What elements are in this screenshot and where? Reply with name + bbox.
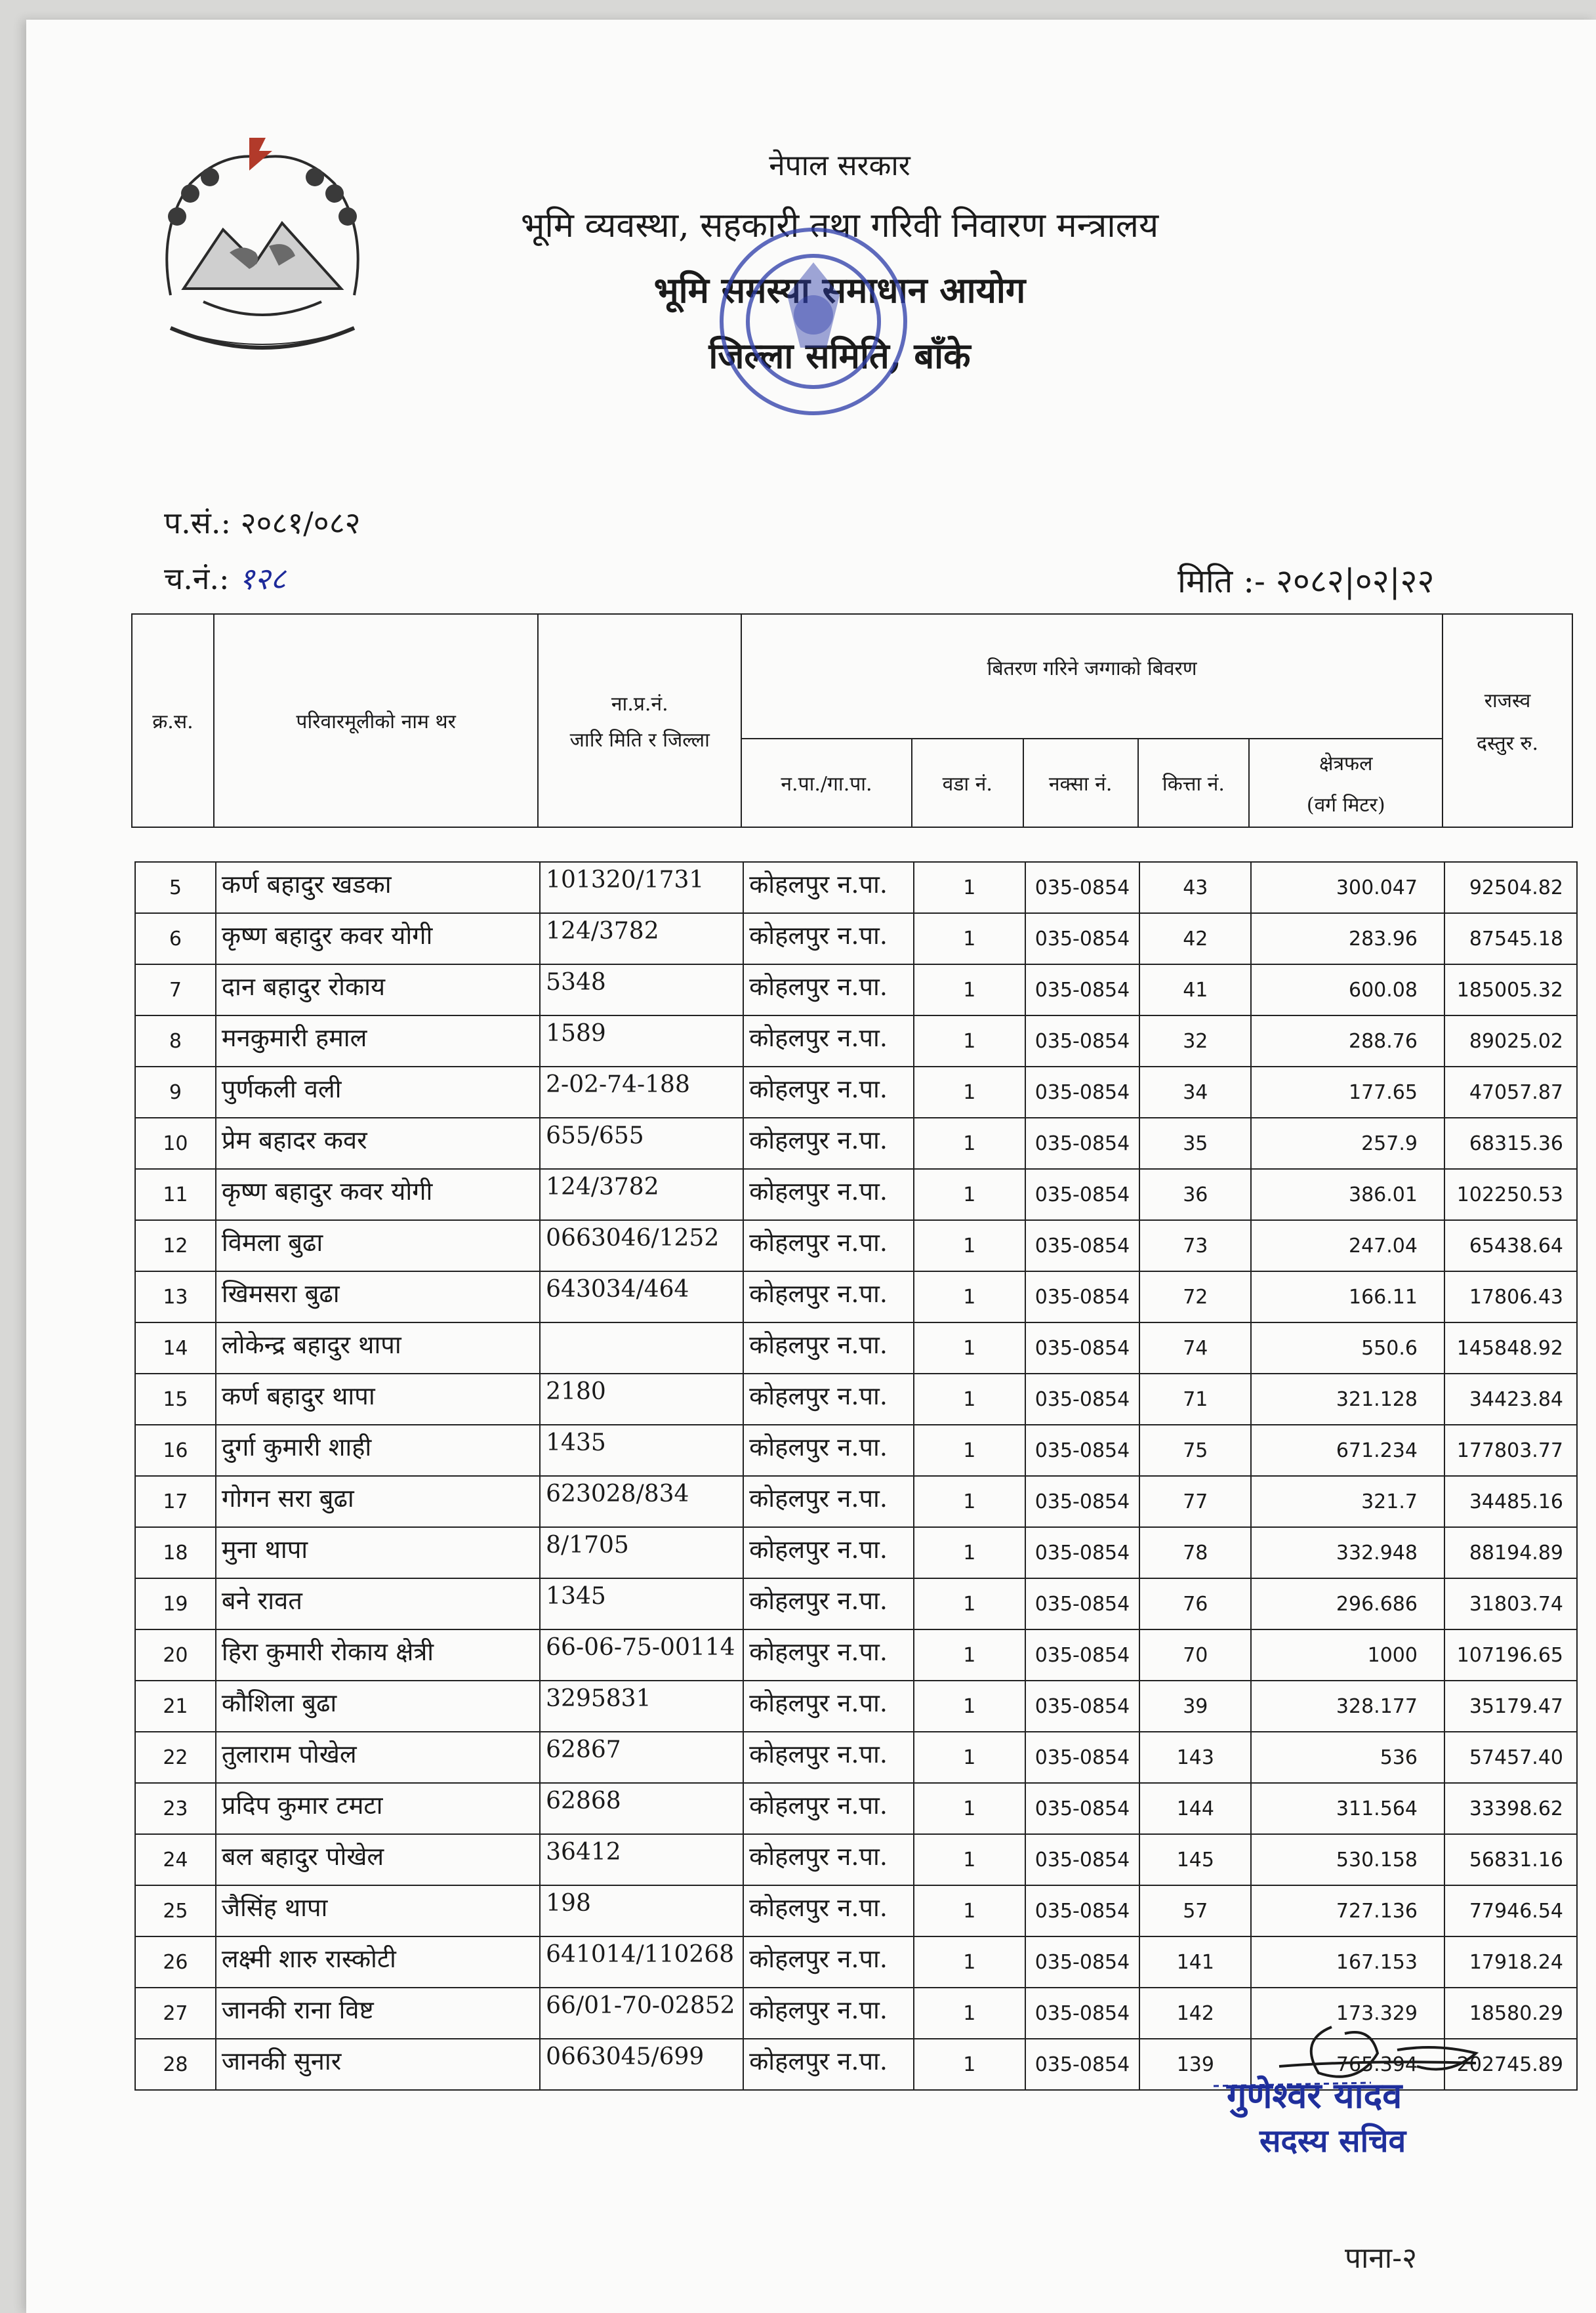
cell-map: 035-0854 [1025,1936,1140,1988]
cell-area: 247.04 [1251,1220,1444,1271]
table-row [135,1936,1577,1988]
cell-cert: 62867 [540,1732,743,1783]
cell-map: 035-0854 [1025,1118,1140,1169]
cell-map: 035-0854 [1025,1374,1140,1425]
cell-map: 035-0854 [1025,1834,1140,1885]
cell-sn: 23 [135,1783,216,1834]
cell-area: 530.158 [1251,1834,1444,1885]
cell-name: कृष्ण बहादुर कवर योगी [216,913,540,964]
table-row [135,1067,1577,1118]
cell-area: 321.128 [1251,1374,1444,1425]
cell-area: 332.948 [1251,1527,1444,1578]
cell-area: 173.329 [1251,1988,1444,2039]
cell-revenue: 33398.62 [1444,1783,1577,1834]
cell-muni: कोहलपुर न.पा. [743,1936,914,1988]
cell-ward: 1 [914,1220,1025,1271]
cell-name: कर्ण बहादुर थापा [216,1374,540,1425]
cell-muni: कोहलपुर न.पा. [743,1374,914,1425]
cell-name: विमला बुढा [216,1220,540,1271]
cell-ward: 1 [914,1988,1025,2039]
table-row [135,1425,1577,1476]
cell-ward: 1 [914,1629,1025,1681]
cell-muni: कोहलपुर न.पा. [743,1118,914,1169]
header-cert-line2: जारि मिति र जिल्ला [569,728,710,752]
ministry-title: भूमि व्यवस्था, सहकारी तथा गरिवी निवारण मन्त्रालय [520,206,1159,245]
cell-area: 283.96 [1251,913,1444,964]
cell-kitta: 139 [1139,2039,1251,2090]
header-sn: क्र.स. [132,614,214,827]
cell-sn: 26 [135,1936,216,1988]
cell-sn: 9 [135,1067,216,1118]
cell-cert: 101320/1731 [540,862,743,913]
signatory-name: गुणेश्वर यादव [1227,2074,1402,2116]
cell-revenue: 17918.24 [1444,1936,1577,1988]
cell-kitta: 141 [1139,1936,1251,1988]
signatory-title: सदस्य सचिव [1259,2123,1406,2159]
cell-name: कृष्ण बहादुर कवर योगी [216,1169,540,1220]
cell-revenue: 89025.02 [1444,1015,1577,1067]
cell-cert: 1345 [540,1578,743,1629]
table-header [131,613,1573,828]
table-row [135,1527,1577,1578]
cell-muni: कोहलपुर न.पा. [743,1322,914,1374]
cell-kitta: 39 [1139,1681,1251,1732]
header-ward: वडा नं. [912,739,1023,827]
header-cert-line1: ना.प्र.नं. [611,692,668,716]
cell-sn: 5 [135,862,216,913]
cell-kitta: 34 [1139,1067,1251,1118]
cell-muni: कोहलपुर न.पा. [743,2039,914,2090]
table-row [135,1476,1577,1527]
cell-map: 035-0854 [1025,1527,1140,1578]
cell-revenue: 57457.40 [1444,1732,1577,1783]
cell-cert: 623028/834 [540,1476,743,1527]
date-label: मिति :- [1177,562,1265,600]
cell-muni: कोहलपुर न.पा. [743,1885,914,1936]
cell-map: 035-0854 [1025,913,1140,964]
cell-area: 167.153 [1251,1936,1444,1988]
header-map: नक्सा नं. [1023,739,1138,827]
cell-ward: 1 [914,913,1025,964]
cell-revenue: 34423.84 [1444,1374,1577,1425]
cell-kitta: 70 [1139,1629,1251,1681]
cell-area: 321.7 [1251,1476,1444,1527]
table-row [135,1578,1577,1629]
cell-area: 288.76 [1251,1015,1444,1067]
cell-ward: 1 [914,1271,1025,1322]
page-number: पाना-२ [1345,2241,1417,2275]
cell-map: 035-0854 [1025,1629,1140,1681]
cell-cert: 62868 [540,1783,743,1834]
cell-ward: 1 [914,1527,1025,1578]
cell-cert: 0663045/699 [540,2039,743,2090]
cell-cert: 3295831 [540,1681,743,1732]
cell-ward: 1 [914,1118,1025,1169]
cell-kitta: 41 [1139,964,1251,1015]
cell-kitta: 35 [1139,1118,1251,1169]
cell-cert: 5348 [540,964,743,1015]
cell-sn: 13 [135,1271,216,1322]
cell-map: 035-0854 [1025,1425,1140,1476]
cell-map: 035-0854 [1025,1885,1140,1936]
cell-cert: 124/3782 [540,913,743,964]
cell-kitta: 72 [1139,1271,1251,1322]
office-stamp-icon [708,210,918,433]
cell-cert: 66-06-75-00114 [540,1629,743,1681]
government-title: नेपाल सरकार [769,149,911,182]
cell-name: मनकुमारी हमाल [216,1015,540,1067]
cell-sn: 6 [135,913,216,964]
cell-sn: 10 [135,1118,216,1169]
cell-cert: 2180 [540,1374,743,1425]
cell-kitta: 36 [1139,1169,1251,1220]
cell-cert: 36412 [540,1834,743,1885]
cell-cert: 1435 [540,1425,743,1476]
cell-kitta: 74 [1139,1322,1251,1374]
cell-name: लोकेन्द्र बहादुर थापा [216,1322,540,1374]
table-row [135,1783,1577,1834]
cell-kitta: 71 [1139,1374,1251,1425]
cell-revenue: 56831.16 [1444,1834,1577,1885]
cell-map: 035-0854 [1025,2039,1140,2090]
cell-ward: 1 [914,1425,1025,1476]
cell-ward: 1 [914,1015,1025,1067]
cell-muni: कोहलपुर न.पा. [743,1988,914,2039]
cell-cert: 655/655 [540,1118,743,1169]
cell-revenue: 177803.77 [1444,1425,1577,1476]
cell-sn: 14 [135,1322,216,1374]
cell-kitta: 78 [1139,1527,1251,1578]
cell-revenue: 18580.29 [1444,1988,1577,2039]
cell-revenue: 47057.87 [1444,1067,1577,1118]
cell-revenue: 88194.89 [1444,1527,1577,1578]
cell-cert: 8/1705 [540,1527,743,1578]
cell-sn: 21 [135,1681,216,1732]
header-area-line2: (वर्ग मिटर) [1306,793,1385,817]
cn-label: च.नं.: [164,561,230,596]
cell-map: 035-0854 [1025,964,1140,1015]
commission-title: भूमि समस्या समाधान आयोग [653,269,1026,311]
land-distribution-table [134,861,1578,2091]
cell-revenue: 102250.53 [1444,1169,1577,1220]
header-municipality: न.पा./गा.पा. [741,739,912,827]
ps-value: २०८१/०८२ [240,505,361,541]
cell-sn: 27 [135,1988,216,2039]
cell-kitta: 77 [1139,1476,1251,1527]
cell-ward: 1 [914,1169,1025,1220]
cell-cert: 1589 [540,1015,743,1067]
table-row [135,1681,1577,1732]
cell-muni: कोहलपुर न.पा. [743,1271,914,1322]
cell-area: 311.564 [1251,1783,1444,1834]
header-certificate [538,614,741,827]
cell-revenue: 31803.74 [1444,1578,1577,1629]
cell-map: 035-0854 [1025,1015,1140,1067]
header-name: परिवारमूलीको नाम थर [214,614,539,827]
cell-map: 035-0854 [1025,1476,1140,1527]
cell-ward: 1 [914,1374,1025,1425]
header-revenue [1443,614,1572,827]
dispatch-number [164,558,286,598]
cell-sn: 15 [135,1374,216,1425]
ps-label: प.सं.: [164,505,231,541]
cell-revenue: 145848.92 [1444,1322,1577,1374]
cell-area: 536 [1251,1732,1444,1783]
cell-muni: कोहलपुर न.पा. [743,964,914,1015]
cell-revenue: 92504.82 [1444,862,1577,913]
cell-muni: कोहलपुर न.पा. [743,1629,914,1681]
cell-kitta: 73 [1139,1220,1251,1271]
cell-map: 035-0854 [1025,1988,1140,2039]
header-revenue-line1: राजस्व [1484,689,1531,712]
table-row [135,1834,1577,1885]
table-row [135,1322,1577,1374]
cell-sn: 8 [135,1015,216,1067]
cell-kitta: 76 [1139,1578,1251,1629]
cell-map: 035-0854 [1025,1732,1140,1783]
cell-revenue: 202745.89 [1444,2039,1577,2090]
cell-kitta: 43 [1139,862,1251,913]
cell-sn: 11 [135,1169,216,1220]
cell-revenue: 185005.32 [1444,964,1577,1015]
cell-revenue: 65438.64 [1444,1220,1577,1271]
cell-map: 035-0854 [1025,1783,1140,1834]
cell-area: 671.234 [1251,1425,1444,1476]
cell-cert: 124/3782 [540,1169,743,1220]
cell-name: गोगन सरा बुढा [216,1476,540,1527]
cell-muni: कोहलपुर न.पा. [743,1425,914,1476]
table-row [135,1169,1577,1220]
cell-muni: कोहलपुर न.पा. [743,1834,914,1885]
cell-sn: 24 [135,1834,216,1885]
table-row [135,1015,1577,1067]
cell-area: 296.686 [1251,1578,1444,1629]
table-row [135,1374,1577,1425]
nepal-emblem-icon [131,131,394,374]
cell-cert: 641014/110268 [540,1936,743,1988]
cell-area: 600.08 [1251,964,1444,1015]
district-committee-title: जिल्ला समिति, बाँके [708,335,971,377]
table-row [135,862,1577,913]
cell-area: 300.047 [1251,862,1444,913]
cell-ward: 1 [914,1067,1025,1118]
cell-area: 177.65 [1251,1067,1444,1118]
cell-cert [540,1322,743,1374]
cell-revenue: 17806.43 [1444,1271,1577,1322]
cell-ward: 1 [914,1732,1025,1783]
cell-revenue: 87545.18 [1444,913,1577,964]
cell-name: कौशिला बुढा [216,1681,540,1732]
cell-kitta: 145 [1139,1834,1251,1885]
cell-muni: कोहलपुर न.पा. [743,1476,914,1527]
cell-ward: 1 [914,1322,1025,1374]
cell-name: खिमसरा बुढा [216,1271,540,1322]
cell-kitta: 143 [1139,1732,1251,1783]
cell-name: जैसिंह थापा [216,1885,540,1936]
reference-number [164,502,361,542]
cell-revenue: 35179.47 [1444,1681,1577,1732]
cell-area: 166.11 [1251,1271,1444,1322]
cell-muni: कोहलपुर न.पा. [743,1527,914,1578]
cell-area: 765.394 [1251,2039,1444,2090]
cell-sn: 28 [135,2039,216,2090]
cell-area: 328.177 [1251,1681,1444,1732]
cell-cert: 198 [540,1885,743,1936]
table-row [135,1732,1577,1783]
cell-sn: 18 [135,1527,216,1578]
table-row [135,1629,1577,1681]
table-row [135,1271,1577,1322]
table-row [135,913,1577,964]
cell-ward: 1 [914,862,1025,913]
cell-revenue: 107196.65 [1444,1629,1577,1681]
table-row [135,964,1577,1015]
cell-muni: कोहलपुर न.पा. [743,1169,914,1220]
cell-map: 035-0854 [1025,1220,1140,1271]
cell-muni: कोहलपुर न.पा. [743,1783,914,1834]
cell-muni: कोहलपुर न.पा. [743,1681,914,1732]
cell-map: 035-0854 [1025,1169,1140,1220]
cell-revenue: 68315.36 [1444,1118,1577,1169]
cell-sn: 17 [135,1476,216,1527]
cell-sn: 7 [135,964,216,1015]
cell-ward: 1 [914,1578,1025,1629]
cell-map: 035-0854 [1025,1271,1140,1322]
cell-sn: 12 [135,1220,216,1271]
cell-kitta: 144 [1139,1783,1251,1834]
letter-date [1177,558,1435,602]
cell-area: 257.9 [1251,1118,1444,1169]
cell-name: पुर्णकली वली [216,1067,540,1118]
cn-value: १२८ [239,561,286,596]
cell-name: कर्ण बहादुर खडका [216,862,540,913]
cell-name: तुलाराम पोखेल [216,1732,540,1783]
header-area [1249,739,1443,827]
cell-map: 035-0854 [1025,1067,1140,1118]
cell-cert: 643034/464 [540,1271,743,1322]
cell-name: बल बहादुर पोखेल [216,1834,540,1885]
cell-sn: 22 [135,1732,216,1783]
cell-name: दान बहादुर रोकाय [216,964,540,1015]
cell-ward: 1 [914,964,1025,1015]
cell-map: 035-0854 [1025,1322,1140,1374]
table-row [135,1885,1577,1936]
cell-muni: कोहलपुर न.पा. [743,1578,914,1629]
table-row [135,1118,1577,1169]
header-revenue-line2: दस्तुर रु. [1477,731,1539,755]
cell-map: 035-0854 [1025,1578,1140,1629]
cell-sn: 16 [135,1425,216,1476]
cell-cert: 2-02-74-188 [540,1067,743,1118]
cell-name: जानकी सुनार [216,2039,540,2090]
cell-ward: 1 [914,1783,1025,1834]
cell-muni: कोहलपुर न.पा. [743,862,914,913]
cell-name: दुर्गा कुमारी शाही [216,1425,540,1476]
cell-ward: 1 [914,1885,1025,1936]
cell-sn: 20 [135,1629,216,1681]
cell-map: 035-0854 [1025,1681,1140,1732]
cell-ward: 1 [914,1476,1025,1527]
cell-ward: 1 [914,1834,1025,1885]
cell-map: 035-0854 [1025,862,1140,913]
cell-kitta: 57 [1139,1885,1251,1936]
header-land-details: बितरण गरिने जग्गाको बिवरण [741,614,1443,739]
cell-area: 727.136 [1251,1885,1444,1936]
cell-kitta: 75 [1139,1425,1251,1476]
cell-muni: कोहलपुर न.पा. [743,913,914,964]
cell-kitta: 32 [1139,1015,1251,1067]
cell-muni: कोहलपुर न.पा. [743,1015,914,1067]
cell-muni: कोहलपुर न.पा. [743,1220,914,1271]
cell-muni: कोहलपुर न.पा. [743,1067,914,1118]
cell-ward: 1 [914,1936,1025,1988]
cell-name: लक्ष्मी शारु रास्कोटी [216,1936,540,1988]
cell-ward: 1 [914,2039,1025,2090]
cell-muni: कोहलपुर न.पा. [743,1732,914,1783]
cell-name: प्रेम बहादर कवर [216,1118,540,1169]
cell-kitta: 42 [1139,913,1251,964]
cell-ward: 1 [914,1681,1025,1732]
cell-name: जानकी राना विष्ट [216,1988,540,2039]
cell-kitta: 142 [1139,1988,1251,2039]
cell-sn: 19 [135,1578,216,1629]
header-kitta: कित्ता नं. [1138,739,1250,827]
cell-name: बने रावत [216,1578,540,1629]
cell-sn: 25 [135,1885,216,1936]
cell-cert: 0663046/1252 [540,1220,743,1271]
document-page [26,20,1596,2313]
cell-name: मुना थापा [216,1527,540,1578]
cell-area: 1000 [1251,1629,1444,1681]
cell-cert: 66/01-70-02852 [540,1988,743,2039]
table-row [135,1220,1577,1271]
cell-name: हिरा कुमारी रोकाय क्षेत्री [216,1629,540,1681]
date-value: २०८२|०२|२२ [1275,562,1435,600]
cell-name: प्रदिप कुमार टमटा [216,1783,540,1834]
cell-revenue: 34485.16 [1444,1476,1577,1527]
cell-area: 386.01 [1251,1169,1444,1220]
header-area-line1: क्षेत्रफल [1319,752,1373,775]
cell-area: 550.6 [1251,1322,1444,1374]
cell-revenue: 77946.54 [1444,1885,1577,1936]
